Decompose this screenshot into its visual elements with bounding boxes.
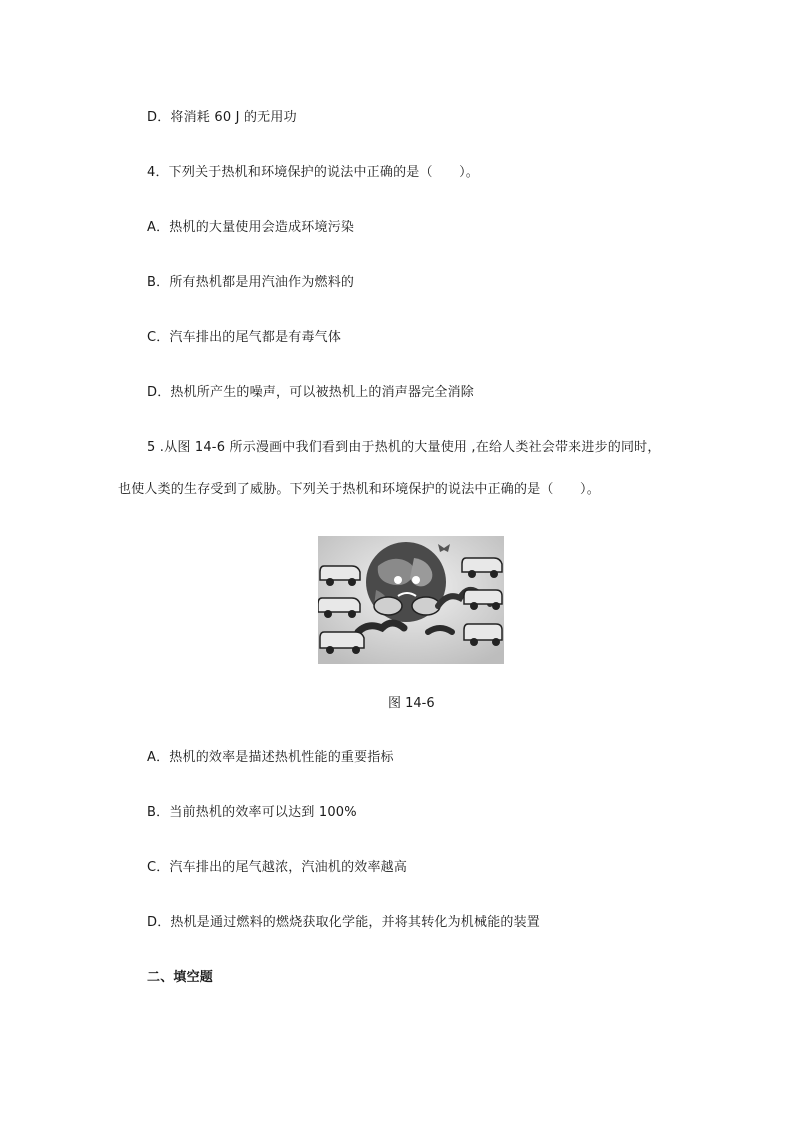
q5-stem-line1: 5 .从图 14-6 所示漫画中我们看到由于热机的大量使用 ,在给人类社会带来进步的同时，	[147, 440, 661, 455]
q5-option-d: D．热机是通过燃料的燃烧获取化学能，并将其转化为机械能的装置	[147, 915, 541, 930]
q3-option-d: D．将消耗 60 J 的无用功	[147, 110, 297, 125]
q5-option-b: B．当前热机的效率可以达到 100%	[147, 805, 357, 820]
q4-option-c: C．汽车排出的尾气都是有毒气体	[147, 330, 342, 345]
q5-option-c: C．汽车排出的尾气越浓，汽油机的效率越高	[147, 860, 408, 875]
q4-option-a: A．热机的大量使用会造成环境污染	[147, 220, 355, 235]
section-heading-fill-in: 二、填空题	[147, 970, 214, 985]
q5-stem-line2: 也使人类的生存受到了威胁。下列关于热机和环境保护的说法中正确的是（ ）。	[118, 482, 600, 497]
q4-stem: 4．下列关于热机和环境保护的说法中正确的是（ ）。	[147, 165, 479, 180]
cartoon-figure	[318, 536, 504, 664]
figure-caption: 图 14-6	[388, 696, 435, 711]
q4-option-d: D．热机所产生的噪声，可以被热机上的消声器完全消除	[147, 385, 475, 400]
q4-option-b: B．所有热机都是用汽油作为燃料的	[147, 275, 355, 290]
q5-option-a: A．热机的效率是描述热机性能的重要指标	[147, 750, 394, 765]
cartoon-illustration	[318, 536, 504, 664]
